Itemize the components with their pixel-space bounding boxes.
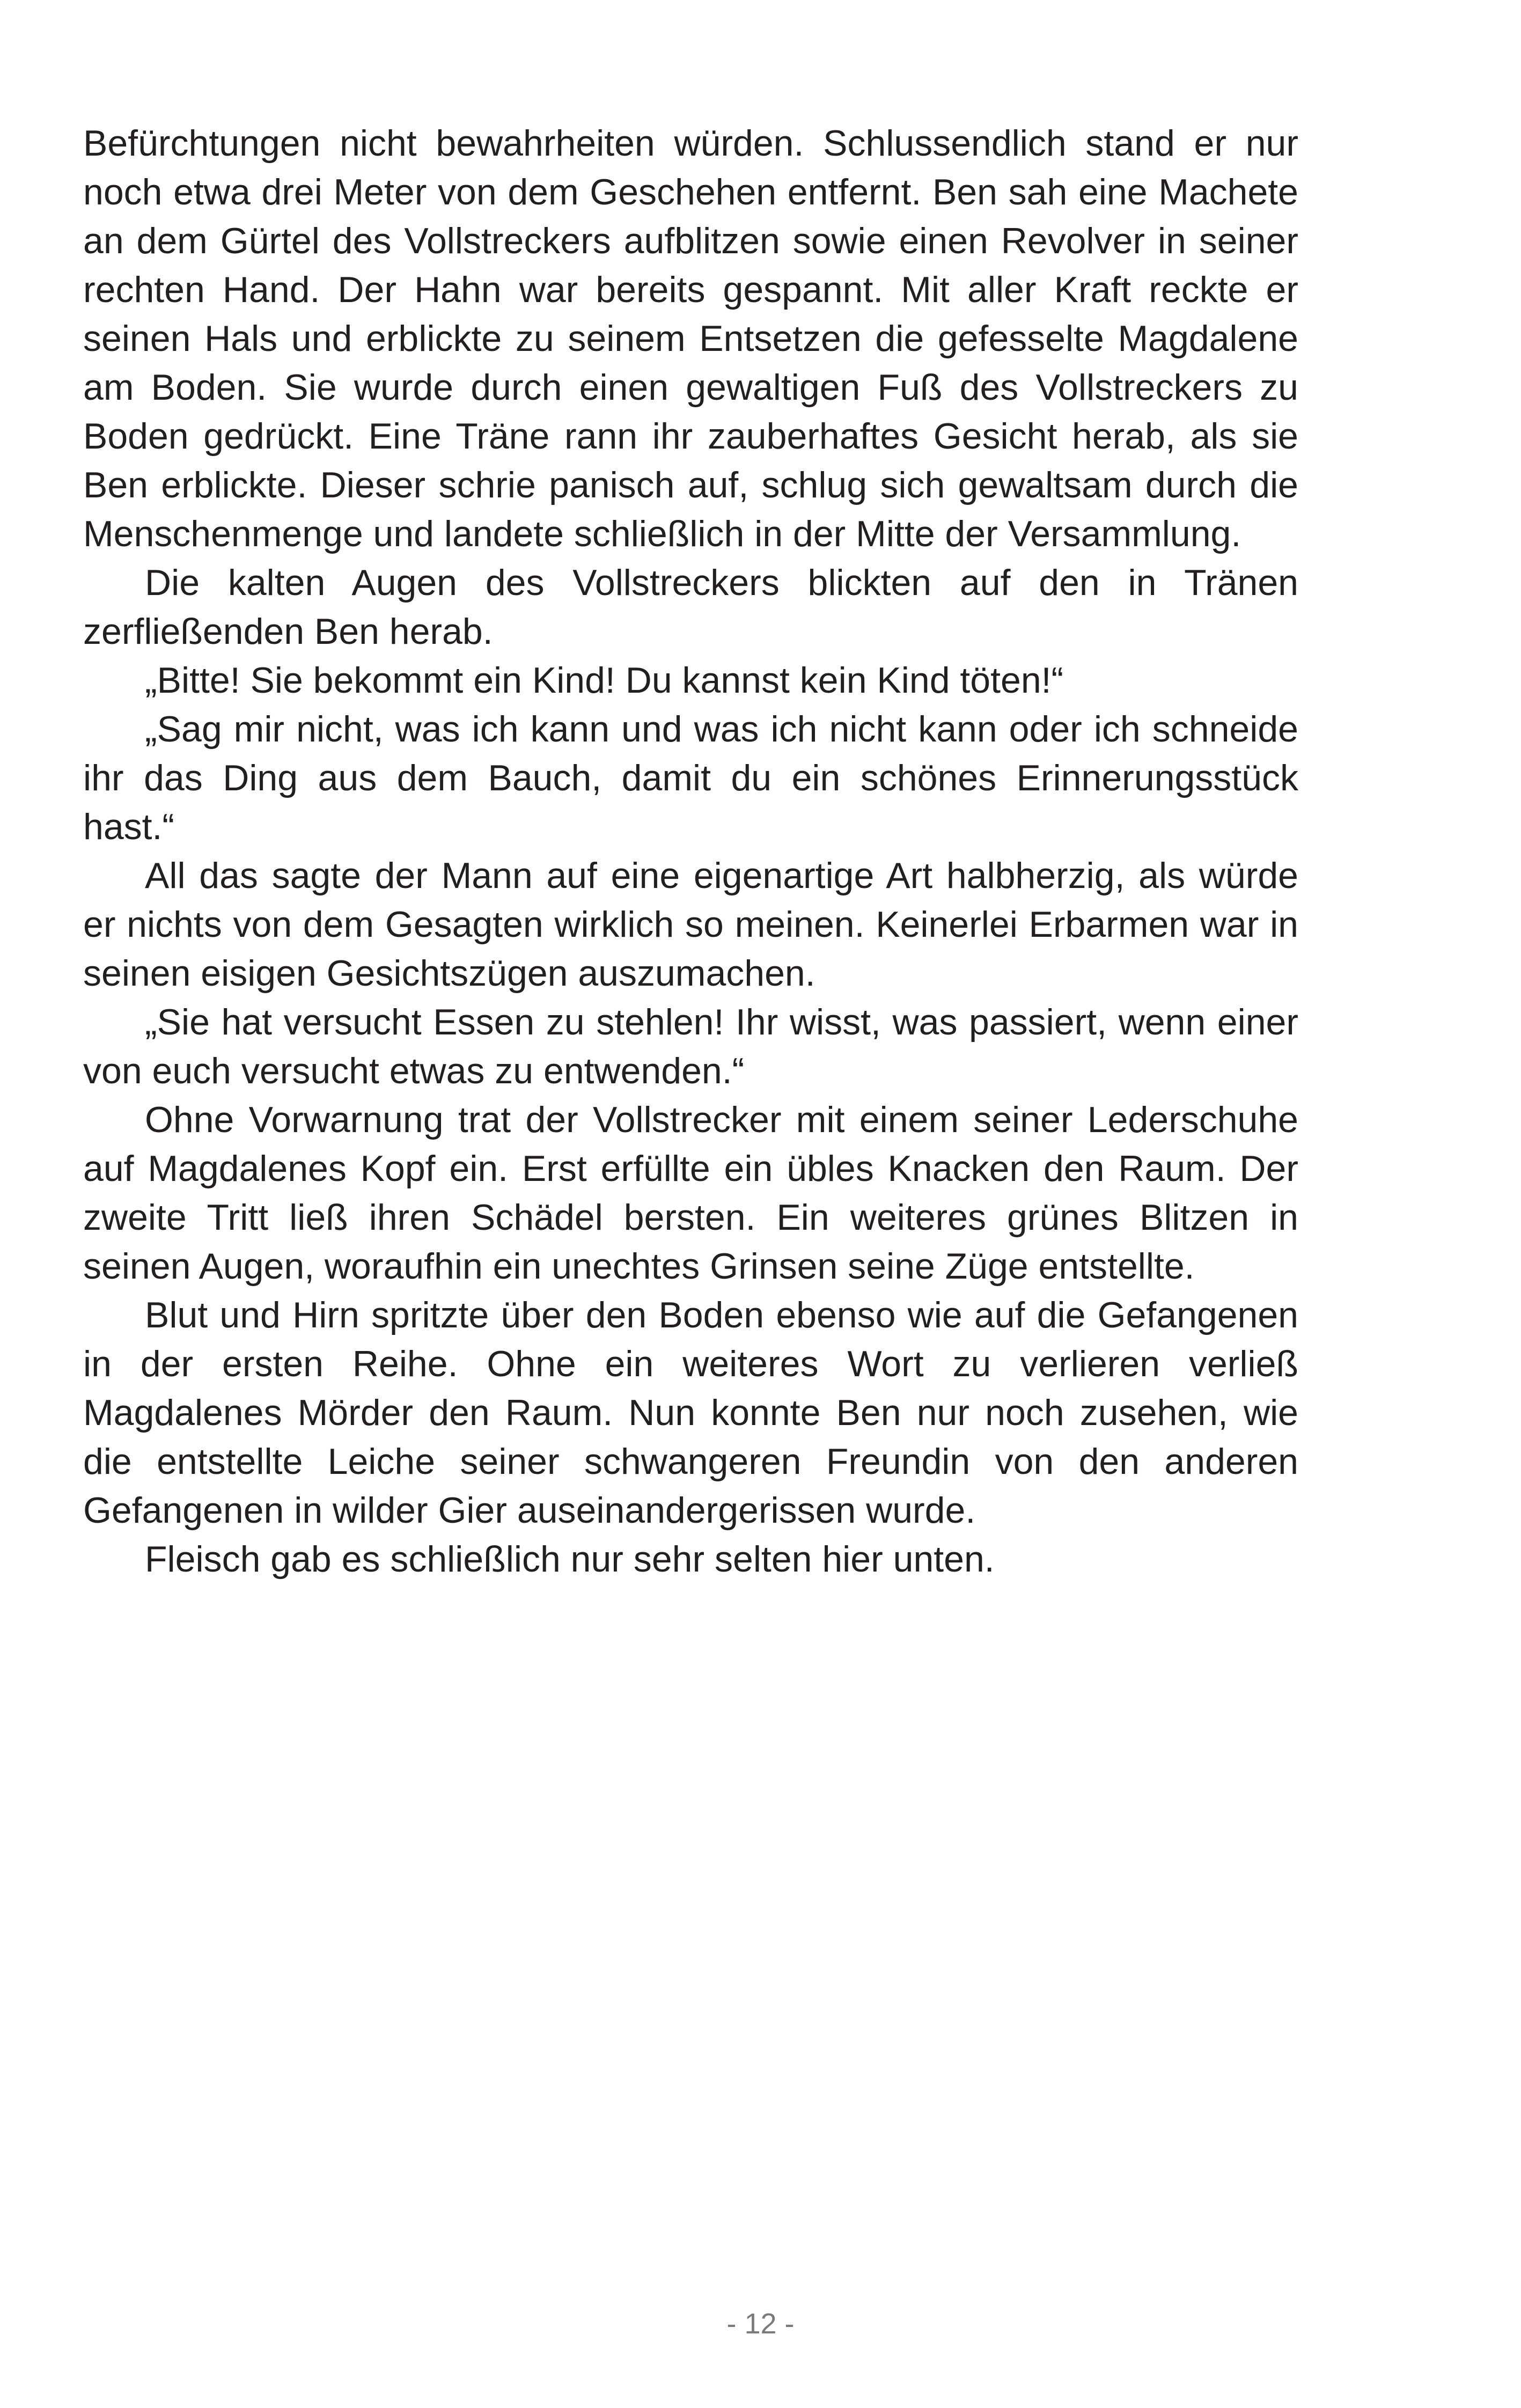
body-text xyxy=(83,119,1298,1584)
paragraph-3: „Bitte! Sie bekommt ein Kind! Du kannst kein Kind töten!“ xyxy=(145,660,1064,701)
paragraph-2: Die kalten Augen des Vollstreckers blickten auf den in Tränen zerfließenden Ben herab. xyxy=(83,562,1298,652)
paragraph-9: Fleisch gab es schließlich nur sehr selten hier unten. xyxy=(145,1539,995,1580)
paragraph-8: Blut und Hirn spritzte über den Boden ebenso wie auf die Gefangenen in der ersten Reihe. Ohne ein weiteres Wort zu verlieren verließ Magdalenes Mörder den Raum. Nun konnte Ben nur noch zusehen, wie die entstellte Leiche seiner schwangeren Freundin von den anderen Gefangenen in wilder Gier auseinandergerissen wurde. xyxy=(83,1295,1298,1531)
paragraph-5: All das sagte der Mann auf eine eigenartige Art halbherzig, als würde er nichts von dem Gesagten wirklich so meinen. Keinerlei Erbarmen war in seinen eisigen Gesichtszügen auszumachen. xyxy=(83,855,1298,994)
paragraph-1: Befürchtungen nicht bewahrheiten würden. Schlussendlich stand er nur noch etwa drei Meter von dem Geschehen entfernt. Ben sah eine Machete an dem Gürtel des Vollstreckers aufblitzen sowie einen Revolver in seiner rechten Hand. Der Hahn war bereits gespannt. Mit aller Kraft reckte er seinen Hals und erblickte zu seinem Entsetzen die gefesselte Magdalene am Boden. Sie wurde durch einen gewaltigen Fuß des Vollstreckers zu Boden gedrückt. Eine Träne rann ihr zauberhaftes Gesicht herab, als sie Ben erblickte. Dieser schrie panisch auf, schlug sich gewaltsam durch die Menschenmenge und landete schließlich in der Mitte der Versammlung. xyxy=(83,123,1298,554)
paragraph-7: Ohne Vorwarnung trat der Vollstrecker mit einem seiner Lederschuhe auf Magdalenes Kopf ein. Erst erfüllte ein übles Knacken den Raum. Der zweite Tritt ließ ihren Schädel bersten. Ein weiteres grünes Blitzen in seinen Augen, woraufhin ein unechtes Grinsen seine Züge entstellte. xyxy=(83,1099,1298,1287)
page-number: - 12 - xyxy=(726,2308,795,2340)
paragraph-6: „Sie hat versucht Essen zu stehlen! Ihr wisst, was passiert, wenn einer von euch versucht etwas zu entwenden.“ xyxy=(83,1002,1298,1091)
paragraph-4: „Sag mir nicht, was ich kann und was ich nicht kann oder ich schneide ihr das Ding aus dem Bauch, damit du ein schönes Erinnerungsstück hast.“ xyxy=(83,709,1298,847)
